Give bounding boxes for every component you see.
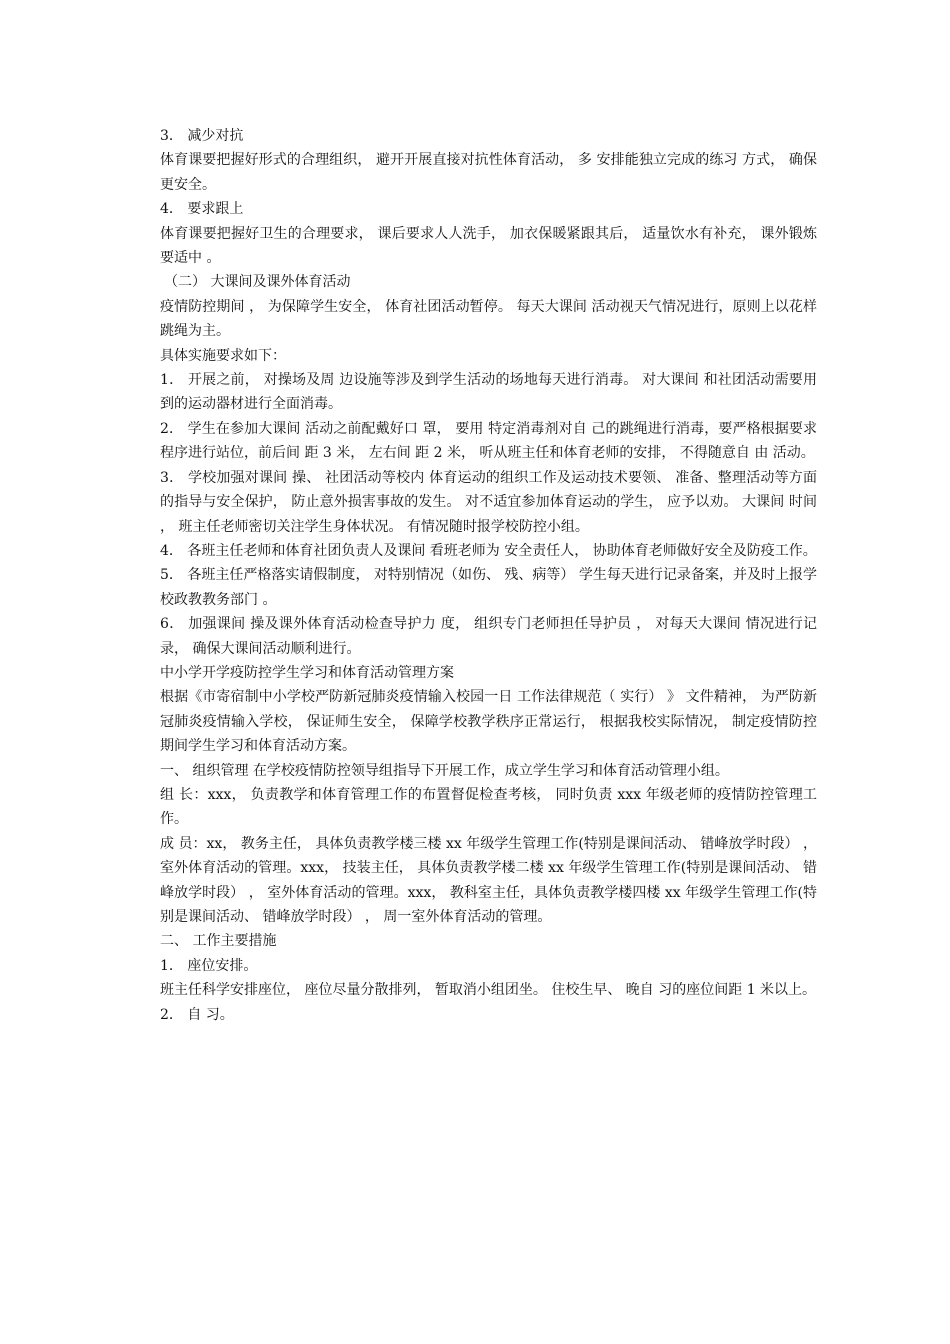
paragraph: 体育课要把握好卫生的合理要求， 课后要求人人洗手， 加衣保暖紧跟其后， 适量饮水有补充， 课外锻炼要适中 。: [160, 225, 817, 267]
paragraph: 5． 各班主任严格落实请假制度， 对特别情况（如伤、 残、病等） 学生每天进行记录备案，并及时上报学校政教教务部门 。: [160, 567, 817, 608]
paragraph: 4． 各班主任老师和体育社团负责人及课间 看班老师为 安全责任人， 协助体育老师做好安全及防疫工作。: [160, 542, 817, 559]
paragraph: 3． 学校加强对课间 操、 社团活动等校内 体育运动的组织工作及运动技术要领、 准备、整理活动等方面的指导与安全保护， 防止意外损害事故的发生。 对不适宜参加体育运动的学生， 应予以劝。 大课间 时间 ， 班主任老师密切关注学生身体状况。 有情况随时报学校防控小组。: [160, 469, 817, 535]
document-body: [142, 124, 817, 1027]
paragraph: 3． 减少对抗: [160, 128, 244, 144]
section-heading: 二、 工作主要措施: [160, 933, 277, 950]
paragraph: 根据《市寄宿制中小学校严防新冠肺炎疫情输入校园一日 工作法律规范（ 实行） 》 文件精神， 为严防新冠肺炎疫情输入学校， 保证师生安全， 保障学校教学秩序正常运行， 根据我校实际情况， 制定疫情防控期间学生学习和体育活动方案。: [160, 689, 817, 755]
paragraph: 疫情防控期间 ， 为保障学生安全， 体育社团活动暂停。 每天大课间 活动视天气情况进行，原则上以花样跳绳为主。: [160, 298, 817, 340]
paragraph: 6． 加强课间 操及课外体育活动检查导护力 度， 组织专门老师担任导护员 ， 对每天大课间 情况进行记录， 确保大课间活动顺利进行。: [160, 616, 817, 657]
paragraph: 成 员：xx， 教务主任， 具体负责教学楼三楼 xx 年级学生管理工作(特别是课间活动、 错峰放学时段） ， 室外体育活动的管理。xxx， 技装主任， 具体负责教学楼二楼 xx 年级学生管理工作(特别是课间活动、 错峰放学时段） ， 室外体育活动的管理。xxx， 教科室主任，具体负责教学楼四楼 xx 年级学生管理工作(特别是课间活动、 错峰放学时段） ， 周一室外体育活动的管理。: [160, 835, 817, 925]
paragraph: 4． 要求跟上: [160, 201, 244, 218]
paragraph: 体育课要把握好形式的合理组织， 避开开展直接对抗性体育活动， 多 安排能独立完成的练习 方式， 确保更安全。: [160, 152, 817, 193]
paragraph: 1． 开展之前， 对操场及周 边设施等涉及到学生活动的场地每天进行消毒。 对大课间 和社团活动需要用 到的运动器材进行全面消毒。: [160, 372, 817, 413]
paragraph: 2． 学生在参加大课间 活动之前配戴好口 罩， 要用 特定消毒剂对自 己的跳绳进行消毒，要严格根据要求程序进行站位，前后间 距 3 米， 左右间 距 2 米， 听从班主任和体育老师的安排， 不得随意自 由 活动。: [160, 420, 817, 462]
section-heading: （二） 大课间及课外体育活动: [164, 274, 351, 291]
paragraph: 班主任科学安排座位， 座位尽量分散排列， 暂取消小组团坐。 住校生早、 晚自 习的座位间距 1 米以上。: [160, 982, 817, 999]
paragraph: 组 长：xxx， 负责教学和体育管理工作的布置督促检查考核， 同时负责 xxx 年级老师的疫情防控管理工作。: [160, 786, 817, 828]
paragraph: 2． 自 习。: [160, 1006, 234, 1023]
paragraph: 1． 座位安排。: [160, 957, 258, 974]
paragraph: 具体实施要求如下：: [160, 347, 286, 364]
document-title: 中小学开学疫防控学生学习和体育活动管理方案: [160, 664, 454, 681]
section-heading: 一、 组织管理 在学校疫情防控领导组指导下开展工作，成立学生学习和体育活动管理小组。: [160, 762, 729, 779]
